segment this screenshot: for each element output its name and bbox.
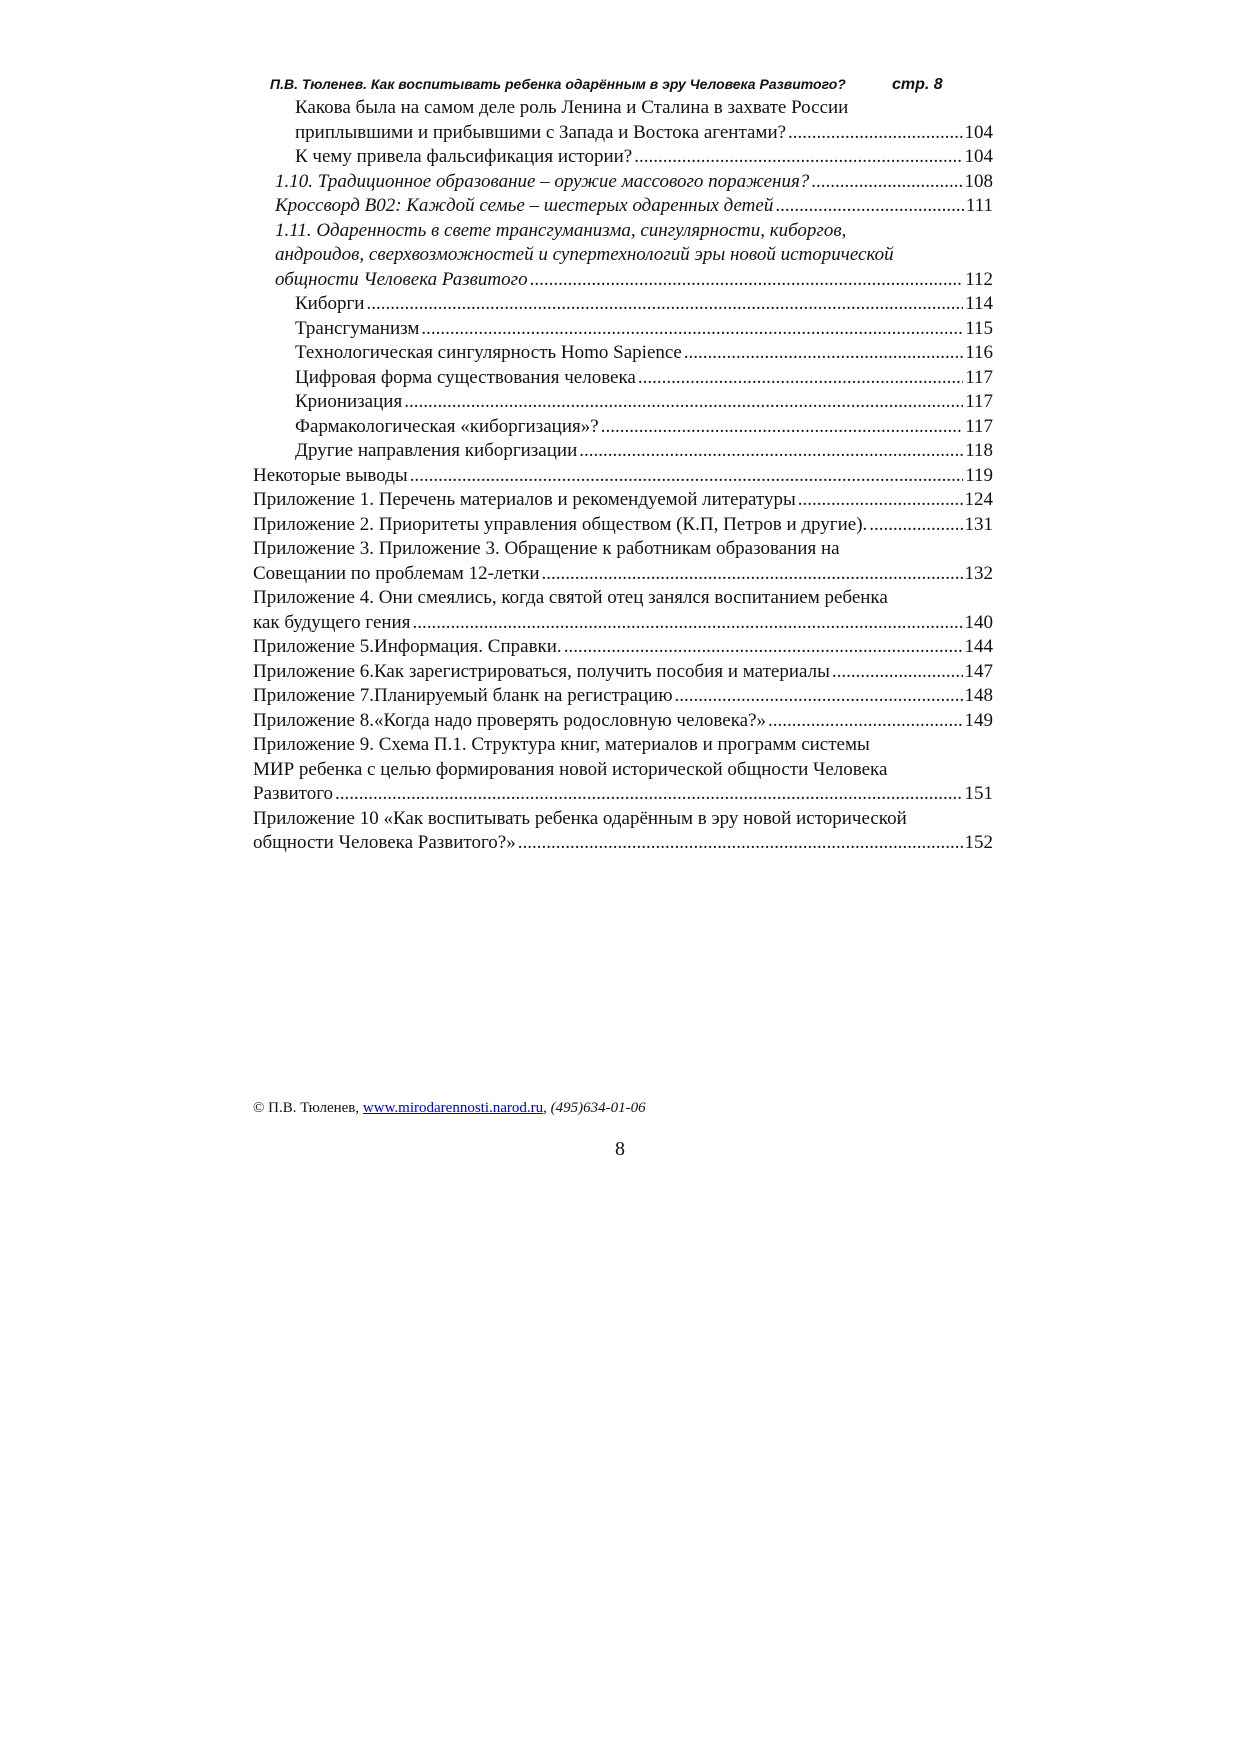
toc-entry-title: Приложение 5.Информация. Справки. <box>253 636 562 657</box>
toc-dot-leader <box>410 464 964 489</box>
footer-website-link[interactable]: www.mirodarennosti.narod.ru <box>362 1100 544 1116</box>
toc-page-number: 119 <box>965 464 993 486</box>
toc-entry-title: Развитого <box>253 783 334 804</box>
toc-dot-leader <box>634 145 962 170</box>
running-header <box>270 76 990 96</box>
toc-entry-title: Приложение 6.Как зарегистрироваться, получить пособия и материалы <box>253 660 830 682</box>
toc-entry-title: общности Человека Развитого <box>275 268 528 290</box>
toc-entry-title: Трансгуманизм <box>295 317 420 339</box>
toc-page-number: 114 <box>965 293 993 314</box>
toc-dot-leader <box>335 782 962 807</box>
toc-dot-leader <box>601 415 964 440</box>
toc-page-number: 131 <box>964 513 993 535</box>
toc-page-number: 116 <box>965 342 993 363</box>
toc-entry[interactable] <box>253 341 993 366</box>
toc-dot-leader <box>638 366 963 391</box>
toc-page-number: 118 <box>965 440 993 461</box>
toc-entry-text-line: Какова была на самом деле роль Ленина и Сталина в захвате России <box>295 97 849 118</box>
toc-page-number: 115 <box>965 317 993 339</box>
toc-entry-text-line: 1.11. Одаренность в свете трансгуманизма, сингулярности, киборгов, <box>275 219 847 241</box>
toc-entry[interactable] <box>253 733 993 807</box>
toc-entry-title: Некоторые выводы <box>253 464 408 486</box>
footer-phone: (495)634-01-06 <box>550 1100 646 1116</box>
toc-entry-title: Другие направления киборгизации <box>295 440 578 461</box>
toc-entry-title: Совещании по проблемам 12-летки <box>253 562 540 584</box>
toc-entry-text-line: Приложение 3. Приложение 3. Обращение к работникам образования на <box>253 538 840 559</box>
toc-entry[interactable] <box>253 807 993 856</box>
toc-entry[interactable] <box>253 684 993 709</box>
toc-entry[interactable] <box>253 194 993 219</box>
header-title: П.В. Тюленев. Как воспитывать ребенка одарённым в эру Человека Развитого? <box>270 76 846 92</box>
toc-dot-leader <box>684 341 963 366</box>
toc-dot-leader <box>530 268 964 293</box>
toc-entry[interactable] <box>253 145 993 170</box>
toc-page-number: 117 <box>965 391 993 412</box>
toc-entry-title: Приложение 8.«Когда надо проверять родословную человека?» <box>253 709 766 731</box>
toc-entry-title: Цифровая форма существования человека <box>295 366 636 388</box>
toc-entry-title: 1.10. Традиционное образование – оружие массового поражения? <box>275 170 810 192</box>
header-page-label: стр. 8 <box>892 76 943 93</box>
toc-entry-title: Фармакологическая «киборгизация»? <box>295 415 599 437</box>
toc-page-number: 104 <box>964 121 993 143</box>
toc-entry[interactable] <box>253 488 993 513</box>
toc-entry[interactable] <box>253 513 993 538</box>
toc-dot-leader <box>811 170 962 195</box>
toc-dot-leader <box>775 194 964 219</box>
toc-entry-title: как будущего гения <box>253 611 411 633</box>
toc-entry-text-line: Приложение 4. Они смеялись, когда святой отец занялся воспитанием ребенка <box>253 587 888 608</box>
toc-dot-leader <box>675 684 963 709</box>
toc-page-number: 117 <box>965 366 993 388</box>
toc-page-number: 152 <box>964 832 993 853</box>
toc-entry[interactable] <box>253 635 993 660</box>
toc-entry-title: Приложение 7.Планируемый бланк на регистрацию <box>253 685 673 706</box>
toc-entry-title: К чему привела фальсификация истории? <box>295 146 633 167</box>
toc-entry-title: Крионизация <box>295 391 403 412</box>
toc-page-number: 147 <box>964 660 993 682</box>
toc-entry[interactable] <box>253 464 993 489</box>
toc-page-number: 132 <box>964 562 993 584</box>
toc-entry[interactable] <box>253 219 993 293</box>
toc-page-number: 111 <box>965 195 993 216</box>
toc-entry[interactable] <box>253 292 993 317</box>
toc-entry[interactable] <box>253 709 993 734</box>
toc-dot-leader <box>768 709 963 734</box>
toc-page-number: 151 <box>964 783 993 804</box>
toc-page-number: 149 <box>964 709 993 731</box>
toc-page-number: 124 <box>964 489 993 510</box>
toc-entry-title: Технологическая сингулярность Homo Sapience <box>295 342 682 363</box>
toc-page-number: 104 <box>964 146 993 167</box>
page-number: 8 <box>615 1138 625 1160</box>
toc-page-number: 140 <box>964 611 993 633</box>
toc-page-number: 112 <box>965 268 993 290</box>
toc-entry-text-line: МИР ребенка с целью формирования новой исторической общности Человека <box>253 758 888 780</box>
toc-entry-title: Приложение 1. Перечень материалов и рекомендуемой литературы <box>253 489 796 510</box>
toc-dot-leader <box>579 439 963 464</box>
toc-dot-leader <box>788 121 962 146</box>
toc-page-number: 117 <box>965 415 993 437</box>
toc-entry-title: Киборги <box>295 293 365 314</box>
toc-dot-leader <box>798 488 963 513</box>
toc-entry-title: Кроссворд В02: Каждой семье – шестерых одаренных детей <box>275 195 774 216</box>
toc-entry[interactable] <box>253 537 993 586</box>
toc-entry[interactable] <box>253 415 993 440</box>
footer-copyright: © П.В. Тюленев, <box>253 1100 360 1116</box>
toc-entry-text-line: Приложение 10 «Как воспитывать ребенка одарённым в эру новой исторической <box>253 807 907 829</box>
toc-dot-leader <box>366 292 963 317</box>
toc-entry-title: общности Человека Развитого?» <box>253 832 516 853</box>
toc-entry[interactable] <box>253 317 993 342</box>
toc-entry-text-line: андроидов, сверхвозможностей и супертехнологий эры новой исторической <box>275 244 894 265</box>
toc-entry[interactable] <box>253 390 993 415</box>
toc-entry[interactable] <box>253 660 993 685</box>
toc-page-number: 144 <box>964 636 993 657</box>
toc-entry-title: Приложение 2. Приоритеты управления обществом (К.П, Петров и другие). <box>253 513 868 535</box>
toc-dot-leader <box>542 562 963 587</box>
toc-dot-leader <box>421 317 963 342</box>
toc-entry-title: приплывшими и прибывшими с Запада и Востока агентами? <box>295 121 787 143</box>
toc-entry[interactable] <box>253 170 993 195</box>
toc-dot-leader <box>412 611 962 636</box>
toc-entry-text-line: Приложение 9. Схема П.1. Структура книг, материалов и программ системы <box>253 734 870 755</box>
toc-dot-leader <box>564 635 963 660</box>
toc-page-number: 148 <box>964 685 993 706</box>
footer: © П.В. Тюленев, www.mirodarennosti.narod.ru, (495)634-01-06 <box>253 1100 646 1116</box>
table-of-contents <box>253 96 993 856</box>
toc-dot-leader <box>832 660 963 685</box>
toc-entry[interactable] <box>253 439 993 464</box>
toc-dot-leader <box>404 390 963 415</box>
toc-dot-leader <box>518 831 963 856</box>
toc-entry[interactable] <box>253 586 993 635</box>
toc-page-number: 108 <box>964 170 993 192</box>
toc-entry[interactable] <box>253 366 993 391</box>
toc-entry[interactable] <box>253 96 993 145</box>
toc-dot-leader <box>869 513 962 538</box>
